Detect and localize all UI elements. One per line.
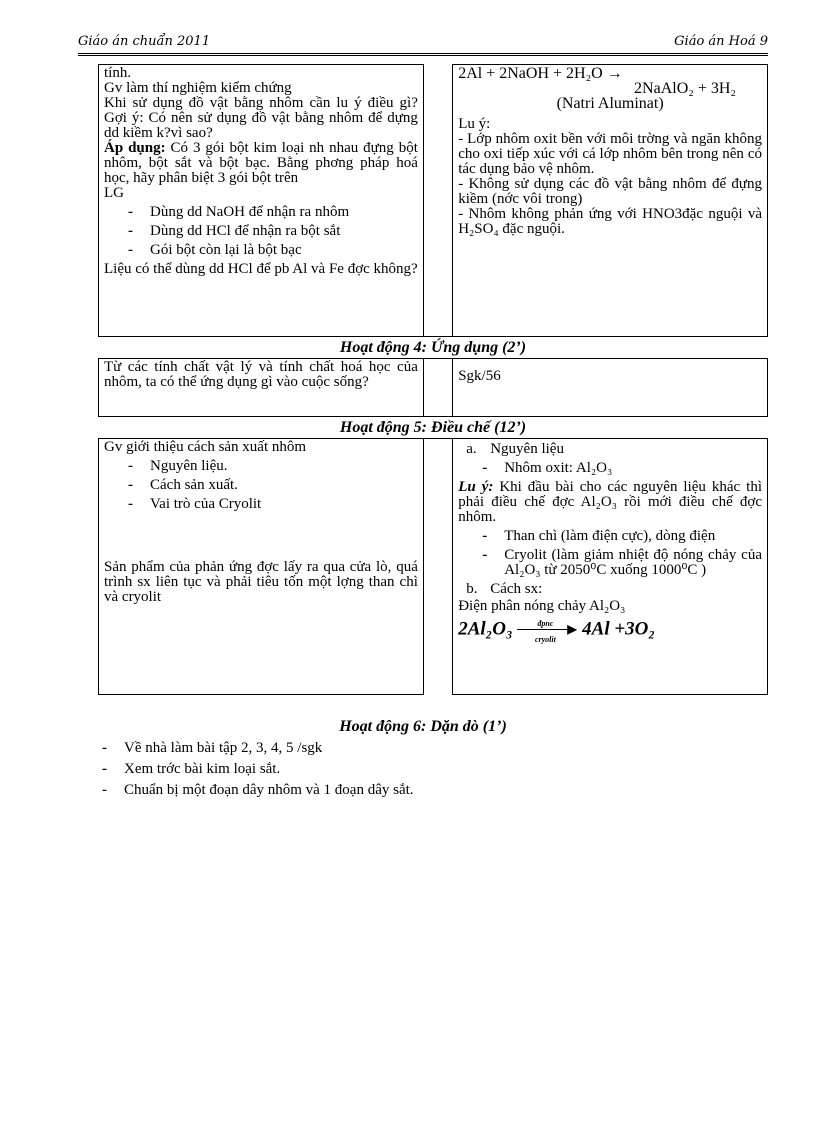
section-5-title: Hoạt động 5: Điều chế (12’) xyxy=(99,417,768,439)
list-item: - Chuẩn bị một đoạn dây nhôm và 1 đoạn dây sắt. xyxy=(102,782,768,799)
apdung-label: Áp dụng: xyxy=(104,140,166,156)
row1-left-cell xyxy=(99,65,424,337)
arrow-condition-top: đpnc xyxy=(537,619,554,628)
header-left: Giáo án chuẩn 2011 xyxy=(78,34,211,49)
step-a xyxy=(458,442,762,457)
lg-list xyxy=(104,205,418,258)
section-6-title: Hoạt động 6: Dặn dò (1’) xyxy=(339,718,507,735)
row1-closing: Liệu có thể dùng dd HCl để pb Al và Fe đợc không? xyxy=(104,261,418,277)
homework-list xyxy=(78,740,768,799)
arrow-head-icon: ▶ xyxy=(567,622,577,636)
list-item: - Gói bột còn lại là bột bạc xyxy=(128,243,418,258)
list-item: - Vai trò của Cryolit xyxy=(128,497,418,512)
lg-label: LG xyxy=(104,185,124,201)
section-4-title: Hoạt động 4: Ứng dụng (2’) xyxy=(99,337,768,359)
reaction-arrow xyxy=(517,618,577,642)
table-row xyxy=(99,359,768,417)
table-row xyxy=(99,65,768,337)
step-b-mark: b. xyxy=(466,581,478,597)
apdung-text: Có 3 gói bột kim loại nh nhau đựng bột nhôm, bột sắt và bột bạc. Bằng phơng pháp hoá học, hãy phân biệt 3 gói bột trên xyxy=(104,140,418,186)
list-item: - Than chì (làm điện cực), dòng điện xyxy=(482,529,762,544)
page-header xyxy=(78,30,768,56)
section-4-row xyxy=(99,337,768,359)
electrolysis-method: Điện phân nóng chảy Al₂O₃ xyxy=(458,598,626,614)
list-item: - Nhôm oxit: Al₂O₃ xyxy=(482,461,762,476)
row2-left-cell: Từ các tính chất vật lý và tính chất hoá học của nhôm, ta có thể ứng dụng gì vào cuộc sống? xyxy=(99,359,424,417)
list-item: - Cách sản xuất. xyxy=(128,478,418,493)
arrow-line xyxy=(517,629,571,630)
row1-right-cell xyxy=(453,65,768,337)
section-6 xyxy=(78,718,768,803)
list-item: - Về nhà làm bài tập 2, 3, 4, 5 /sgk xyxy=(102,740,768,757)
row1-line: Gv làm thí nghiệm kiểm chứng xyxy=(104,80,292,96)
note-title: Lu ý: xyxy=(458,116,491,132)
row1-line: tính. xyxy=(104,65,132,81)
row3-note xyxy=(458,480,762,525)
step-b-label: Cách sx: xyxy=(490,581,543,597)
step-a-label: Nguyên liệu xyxy=(490,441,564,457)
header-right: Giáo án Hoá 9 xyxy=(674,34,768,49)
header-rule xyxy=(78,53,768,56)
raw-material-list xyxy=(458,461,762,476)
apdung-paragraph xyxy=(104,141,418,186)
note-line: - Lớp nhôm oxit bền với môi trờng và ngăn không cho oxi tiếp xúc với cá lớp nhôm bên trong nên có tác dụng bảo vệ nhôm. xyxy=(458,131,762,177)
row3-left-cell xyxy=(99,439,424,695)
row2-right-cell xyxy=(453,359,768,417)
list-item: - Dùng dd HCl để nhận ra bột sắt xyxy=(128,224,418,239)
column-gap xyxy=(423,359,452,417)
reaction-line-2: 2NaAlO₂ + 3H₂ xyxy=(634,80,736,97)
equation-reactant: 2Al₂O₃ xyxy=(458,618,513,640)
row3-left-list xyxy=(104,459,418,512)
note-line: - Nhôm không phản ứng với HNO3đặc nguội và H₂SO₄ đặc nguội. xyxy=(458,206,762,237)
column-gap xyxy=(423,65,452,337)
step-b xyxy=(458,582,762,597)
equation-products: 4Al +3O₂ xyxy=(582,618,656,640)
list-item: - Cryolit (làm giảm nhiệt độ nóng chảy của Al₂O₃ từ 2050⁰C xuống 1000⁰C ) xyxy=(482,548,762,578)
list-item: - Xem trớc bài kim loại sắt. xyxy=(102,761,768,778)
arrow-condition-bottom: cryolit xyxy=(534,635,556,644)
reaction-line-1: 2Al + 2NaOH + 2H₂O → xyxy=(458,65,623,82)
row3-note-text: Khi đầu bài cho các nguyên liệu khác thì phải điều chế đợc Al₂O₃ rồi mới điều chế đợc nhôm. xyxy=(458,479,762,525)
reaction-name: (Natri Aluminat) xyxy=(556,95,664,112)
list-item xyxy=(466,581,762,597)
step-a-mark: a. xyxy=(466,441,477,457)
lesson-table xyxy=(98,64,768,695)
row3-right-list xyxy=(458,529,762,578)
row3-note-label: Lu ý: xyxy=(458,479,494,495)
row1-line: Khi sử dụng đồ vật bằng nhôm cần lu ý điều gì? Gợi ý: Có nên sử dụng đồ vật bằng nhôm để dựng dd kiềm k?vì sao? xyxy=(104,95,418,141)
row3-right-cell xyxy=(453,439,768,695)
list-item xyxy=(466,441,762,457)
list-item: - Nguyên liệu. xyxy=(128,459,418,474)
row3-outro: Sản phẩm của phản ứng đợc lấy ra qua cửa lò, quá trình sx liên tục và phải tiêu tốn một lợng than chì và cryolit xyxy=(104,559,418,605)
row3-intro: Gv giới thiệu cách sản xuất nhôm xyxy=(104,439,307,455)
column-gap xyxy=(423,439,452,695)
table-row xyxy=(99,439,768,695)
sgk-reference: Sgk/56 xyxy=(458,368,501,384)
note-line: - Không sử dụng các đồ vật bằng nhôm để đựng kiềm (nớc vôi trong) xyxy=(458,176,762,207)
list-item: - Dùng dd NaOH để nhận ra nhôm xyxy=(128,205,418,220)
section-5-row xyxy=(99,417,768,439)
electrolysis-equation xyxy=(458,618,762,642)
